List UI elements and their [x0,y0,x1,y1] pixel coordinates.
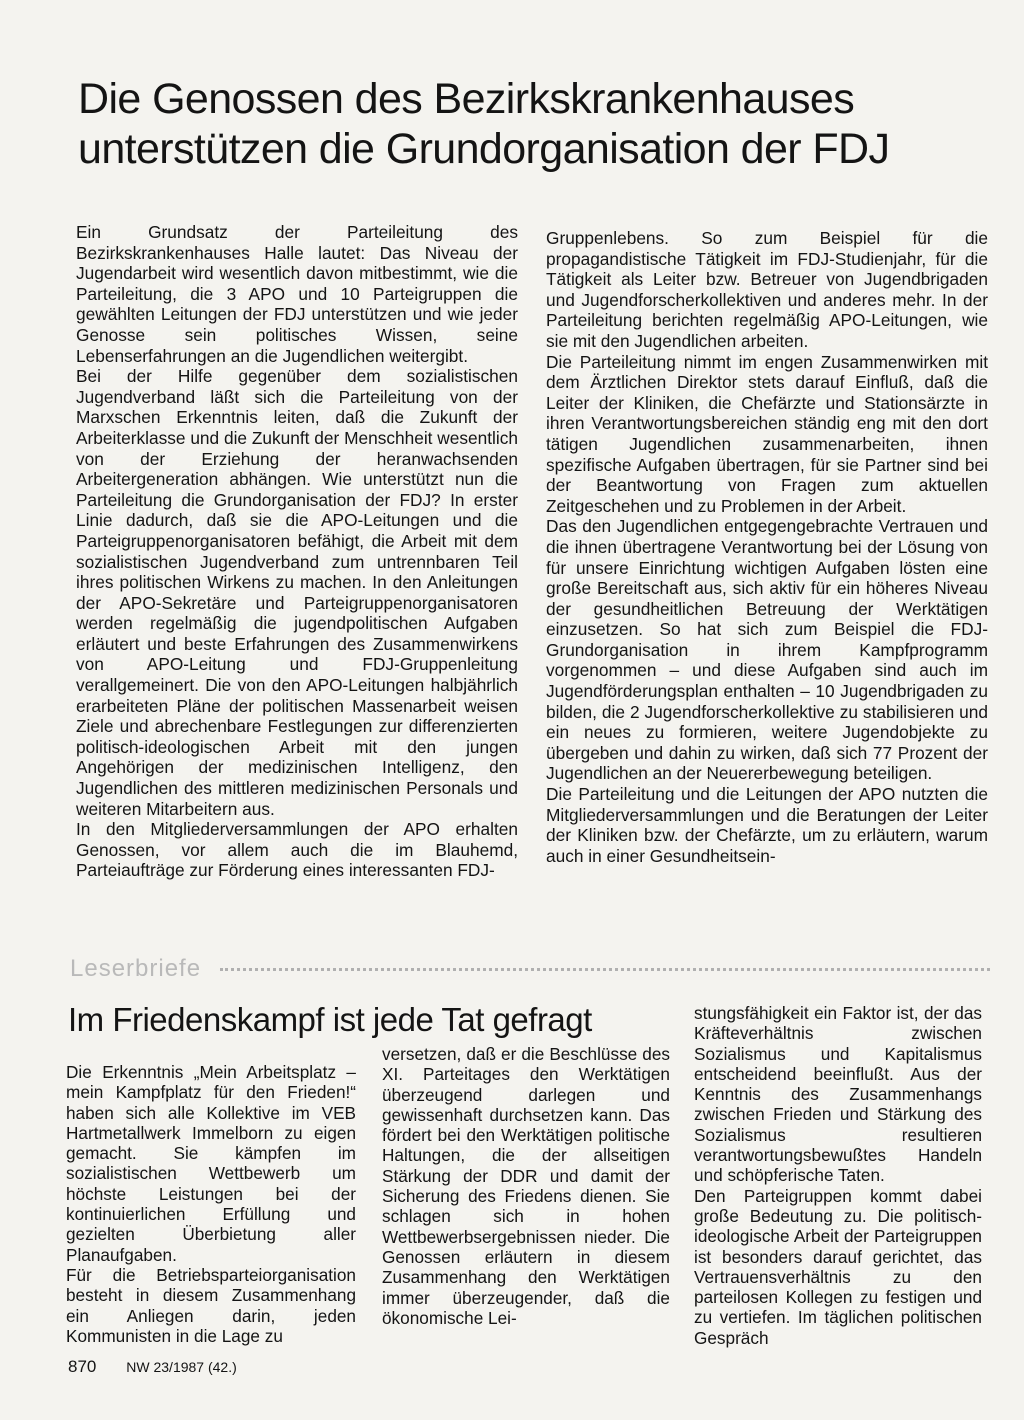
paragraph: Die Parteileitung nimmt im engen Zusammenwirken mit dem Ärztlichen Direktor stets darauf Einfluß, daß die Leiter der Kliniken, die Chefärzte und Stationsärzte in ihren Verantwortungsbereichen ständig eng mit den dort tätigen Jugendlichen zusammenarbeiten, ihnen spezifische Aufgaben übertragen, für sie Partner sind bei der Beantwortung von Fragen zum aktuellen Zeitgeschehen und zu Problemen in der Arbeit. [546,351,988,516]
paragraph: Die Erkenntnis „Mein Arbeitsplatz – mein Kampfplatz für den Frieden!“ haben sich alle Kollektive im VEB Hartmetallwerk Immelborn zu eigen gemacht. Sie kämpfen im sozialistischen Wettbewerb um höchste Leistungen bei der kontinuierlichen Erfüllung und gezielten Überbietung aller Planaufgaben. [66,1062,356,1265]
headline-line-1: Die Genossen des Bezirkskrankenhauses [78,75,855,123]
section-label: Leserbriefe [70,955,202,982]
section-divider [70,956,990,982]
paragraph: versetzen, daß er die Beschlüsse des XI. Parteitages den Werktätigen überzeugend darlegen und gewissenhaft durchsetzen kann. Das fördert bei den Werktätigen politische Haltungen, die der allseitigen Stärkung der DDR und damit der Sicherung des Friedens dienen. Sie schlagen sich in hohen Wettbewerbsergebnissen nieder. Die Genossen erläutern in diesem Zusammenhang den Werktätigen immer überzeugender, daß die ökonomische Lei- [382,1044,670,1328]
dotted-rule [220,968,990,971]
letter-column-3 [694,1003,982,1348]
letter-headline: Im Friedenskampf ist jede Tat gefragt [68,1001,592,1038]
page-number: 870 [68,1357,97,1376]
article-column-2 [546,228,988,866]
paragraph: stungsfähigkeit ein Faktor ist, der das Kräfteverhältnis zwischen Sozialismus und Kapitalismus entscheidend beeinflußt. Aus der Kenntnis des Zusammenhangs zwischen Frieden und Stärkung des Sozialismus resultieren verantwortungsbewußtes Handeln und schöpferische Taten. [694,1003,982,1186]
paragraph: Die Parteileitung und die Leitungen der APO nutzten die Mitgliederversammlungen und die Beratungen der Leiter der Kliniken bzw. der Chefärzte, um zu erläutern, warum auch in einer Gesundheitsein- [546,784,988,866]
paragraph: Für die Betriebsparteiorganisation besteht in diesem Zusammenhang ein Anliegen darin, jeden Kommunisten in die Lage zu [66,1264,356,1346]
letter-column-2 [382,1044,670,1328]
letter-column-1 [66,1062,356,1346]
article-column-1 [76,222,518,881]
paragraph: Das den Jugendlichen entgegengebrachte Vertrauen und die ihnen übertragene Verantwortung bei der Lösung von für unsere Einrichtung wichtigen Aufgaben lösten eine große Bereitschaft aus, sich aktiv für ein höheres Niveau der gesundheitlichen Betreuung der Werktätigen einzusetzen. So hat sich zum Beispiel die FDJ-Grundorganisation in ihrem Kampfprogramm vorgenommen – und diese Aufgaben sind auch im Jugendförderungsplan enthalten – 10 Jugendbrigaden zu bilden, die 2 Jugendforscherkollektive zu stabilisieren und ein neues zu formieren, weitere Jugendobjekte zu übergeben und dahin zu wirken, daß sich 77 Prozent der Jugendlichen an der Neuererbewegung beteiligen. [546,516,988,784]
page-footer [68,1358,237,1376]
paragraph: Gruppenlebens. So zum Beispiel für die propagandistische Tätigkeit im FDJ-Studienjahr, für die Tätigkeit als Leiter bzw. Betreuer von Jugendbrigaden und Jugendforscherkollektiven und anderes mehr. In der Parteileitung berichten regelmäßig APO-Leitungen, wie sie mit den Jugendlichen arbeiten. [546,228,988,351]
paragraph: Ein Grundsatz der Parteileitung des Bezirkskrankenhauses Halle lautet: Das Niveau der Jugendarbeit wird wesentlich davon mitbestimmt, wie die Parteileitung, die 3 APO und 10 Parteigruppen die gewählten Leitungen der FDJ unterstützen und wie jeder Genosse sein politisches Wissen, seine Lebenserfahrungen an die Jugendlichen weitergibt. [76,222,518,366]
issue-info: NW 23/1987 (42.) [126,1359,237,1375]
paragraph: In den Mitgliederversammlungen der APO erhalten Genossen, vor allem auch die im Blauhemd, Parteiaufträge zur Förderung eines interessanten FDJ- [76,819,518,881]
article-headline [78,74,978,174]
headline-line-2: unterstützen die Grundorganisation der FDJ [78,125,890,173]
paragraph: Bei der Hilfe gegenüber dem sozialistischen Jugendverband läßt sich die Parteileitung von der Marxschen Erkenntnis leiten, daß die Zukunft der Arbeiterklasse und die Zukunft der Menschheit wesentlich von der Erziehung der heranwachsenden Arbeitergeneration abhängen. Wie unterstützt nun die Parteileitung die Grundorganisation der FDJ? In erster Linie dadurch, daß sie die APO-Leitungen und die Parteigruppenorganisatoren befähigt, die Arbeit mit dem sozialistischen Jugendverband zum untrennbaren Teil ihres politischen Wirkens zu machen. In den Anleitungen der APO-Sekretäre und Parteigruppenorganisatoren werden regelmäßig die jugendpolitischen Aufgaben erläutert und beste Erfahrungen des Zusammenwirkens von APO-Leitung und FDJ-Gruppenleitung verallgemeinert. Die von den APO-Leitungen halbjährlich erarbeiteten Pläne der politischen Massenarbeit weisen Ziele und abrechenbare Festlegungen zur differenzierten politisch-ideologischen Arbeit mit den jungen Angehörigen der medizinischen Intelligenz, den Jugendlichen des mittleren medizinischen Personals und weiteren Mitarbeitern aus. [76,366,518,819]
paragraph: Den Parteigruppen kommt dabei große Bedeutung zu. Die politisch-ideologische Arbeit der Parteigruppen ist besonders darauf gerichtet, das Vertrauensverhältnis zu den parteilosen Kollegen zu festigen und zu vertiefen. Im täglichen politischen Gespräch [694,1185,982,1348]
